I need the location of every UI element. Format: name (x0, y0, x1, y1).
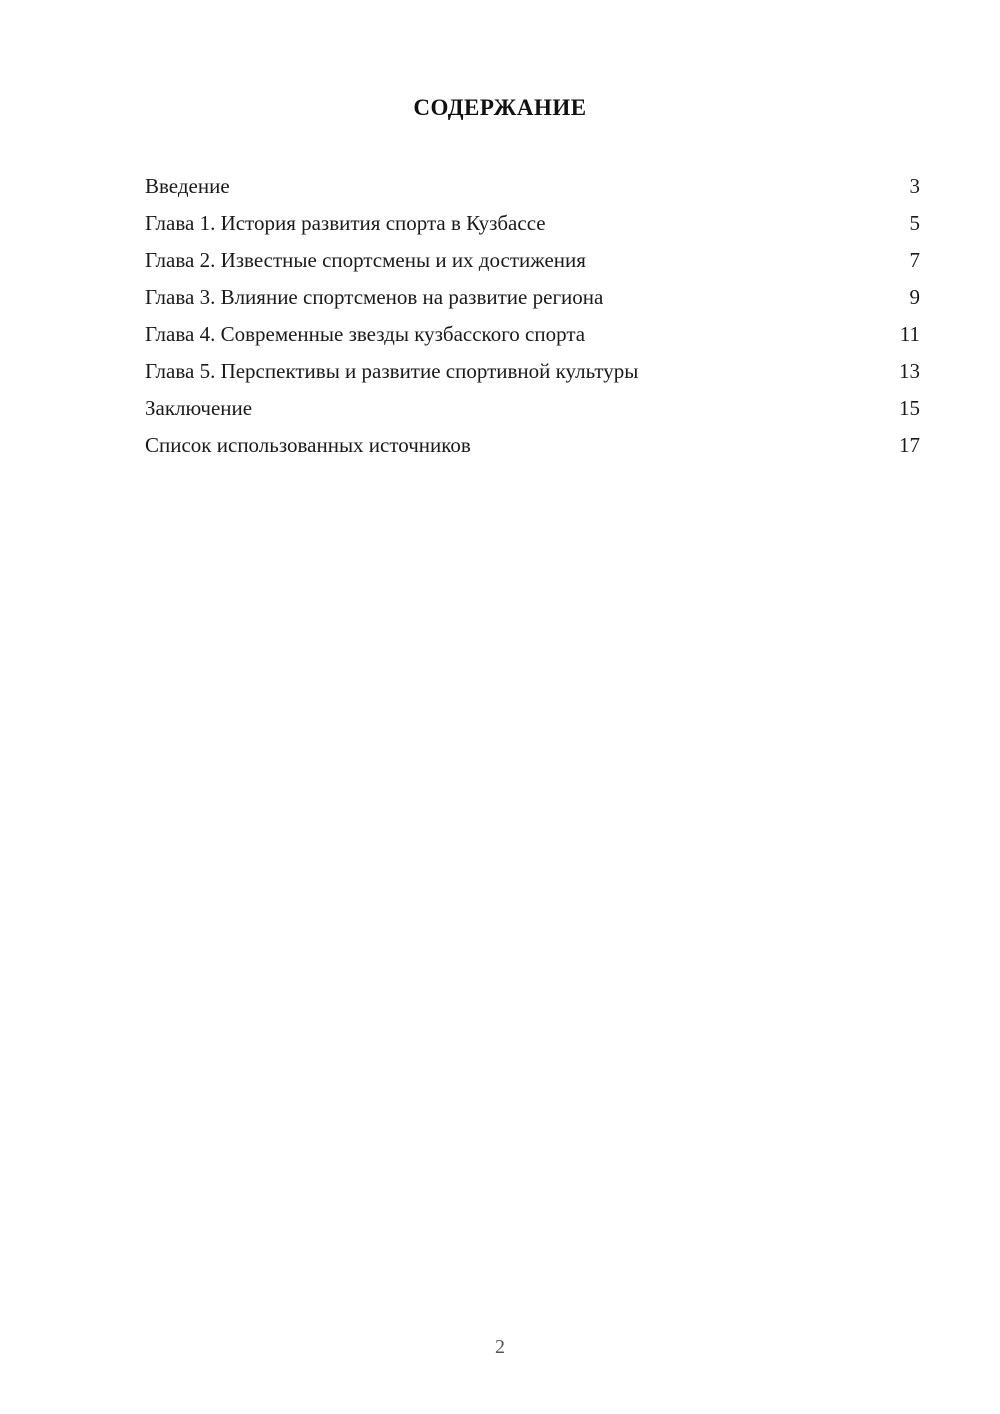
toc-entry-page-number: 15 (899, 396, 920, 420)
toc-entry-references (145, 427, 920, 464)
toc-entry-page-number: 13 (899, 359, 920, 383)
toc-entry-conclusion (145, 390, 920, 427)
toc-entry-introduction (145, 168, 920, 205)
toc-entry-label: Список использованных источников (145, 433, 471, 457)
toc-entry-page-number: 11 (899, 322, 920, 346)
toc-entry-page-number: 7 (909, 248, 920, 272)
toc-entry-label: Глава 5. Перспективы и развитие спортивной культуры (145, 359, 639, 383)
toc-entry-page-number: 17 (899, 433, 920, 457)
toc-entry-chapter-2 (145, 242, 920, 279)
table-of-contents (145, 168, 920, 464)
toc-entry-label: Глава 3. Влияние спортсменов на развитие региона (145, 285, 604, 309)
toc-entry-chapter-4 (145, 316, 920, 353)
footer-page-number: 2 (495, 1336, 505, 1358)
toc-entry-page-number: 3 (909, 174, 920, 198)
toc-entry-label: Введение (145, 174, 230, 198)
toc-entry-label: Глава 1. История развития спорта в Кузбассе (145, 211, 546, 235)
toc-entry-chapter-1 (145, 205, 920, 242)
toc-entry-page-number: 5 (909, 211, 920, 235)
toc-entry-label: Заключение (145, 396, 253, 420)
toc-entry-label: Глава 4. Современные звезды кузбасского спорта (145, 322, 586, 346)
toc-entry-chapter-5 (145, 353, 920, 390)
toc-entry-chapter-3 (145, 279, 920, 316)
toc-entry-page-number: 9 (909, 285, 920, 309)
toc-entry-label: Глава 2. Известные спортсмены и их достижения (145, 248, 586, 272)
page-title: СОДЕРЖАНИЕ (413, 95, 587, 120)
